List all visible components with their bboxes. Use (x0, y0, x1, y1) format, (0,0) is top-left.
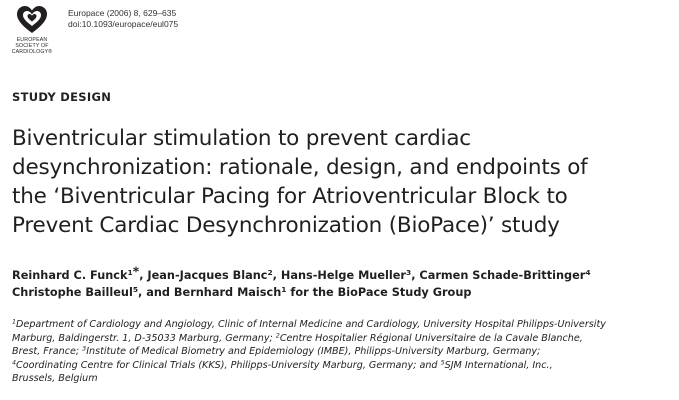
affiliation-text: Coordinating Centre for Clinical Trials (KKS), Philipps-University Marburg, Germany; and (16, 359, 441, 371)
affiliation-line (12, 332, 677, 346)
esc-logo (8, 5, 56, 55)
affiliation-text: Marburg, Baldingerstr. 1, D-35033 Marburg, Germany; (12, 332, 276, 344)
title-line: Biventricular stimulation to prevent cardiac (12, 126, 471, 151)
study-group: for the BioPace Study Group (286, 286, 472, 299)
corresponding-author-marker[interactable]: * (132, 263, 140, 279)
logo-line: EUROPEAN (16, 37, 48, 43)
affiliation-marker: 4 (12, 359, 17, 367)
affiliation-text: Centre Hospitalier Régional Universitaire de la Cavale Blanche, (279, 332, 583, 344)
affiliation-marker: 3 (82, 345, 87, 353)
affiliation-line (12, 345, 677, 359)
affiliation-line (12, 318, 677, 332)
affiliation-marker: 1 (12, 318, 17, 326)
article-title (12, 124, 677, 240)
author-list (12, 263, 677, 301)
author-name[interactable]: Reinhard C. Funck (12, 269, 128, 282)
author-name[interactable]: , Jean-Jacques Blanc (139, 269, 268, 282)
author-name[interactable]: , Hans-Helge Mueller (272, 269, 406, 282)
author-name[interactable]: Christophe Bailleul (12, 286, 133, 299)
journal-citation: Europace (2006) 8, 629–635 (68, 8, 177, 18)
affiliation-text: Institute of Medical Biometry and Epidemiology (IMBE), Philipps-University Marburg, Germany; (86, 346, 541, 358)
title-line: desynchronization: rationale, design, and endpoints of (12, 155, 588, 180)
logo-line: SOCIETY OF (15, 43, 49, 49)
heart-icon (16, 5, 48, 35)
logo-line: CARDIOLOGY® (11, 49, 53, 55)
affiliations (12, 318, 677, 386)
affiliation-text: Brest, France; (12, 346, 83, 358)
title-line: the ‘Biventricular Pacing for Atrioventricular Block to (12, 184, 568, 209)
author-name[interactable]: , and Bernhard Maisch (138, 286, 282, 299)
journal-info (68, 8, 178, 30)
logo-text (8, 37, 56, 55)
affiliation-marker: 2 (275, 332, 280, 340)
journal-doi[interactable]: doi:10.1093/europace/eul075 (68, 19, 179, 29)
affiliation-text: SJM International, Inc., (444, 359, 553, 371)
author-line (12, 263, 677, 284)
author-name[interactable]: , Carmen Schade-Brittinger (411, 269, 586, 282)
affiliation-marker: 5 (440, 359, 445, 367)
affiliation-line (12, 359, 677, 373)
title-line: Prevent Cardiac Desynchronization (BioPace)’ study (12, 213, 560, 238)
affiliation-marker: 1 (127, 267, 133, 277)
affiliation-text: Department of Cardiology and Angiology, Clinic of Internal Medicine and Cardiology, University Hospital Philipps-University (16, 319, 606, 330)
affiliation-marker: 4 (585, 267, 591, 277)
affiliation-line (12, 372, 677, 386)
section-label: STUDY DESIGN (12, 90, 112, 104)
affiliation-marker: 5 (132, 284, 139, 294)
author-line (12, 284, 677, 301)
affiliation-text: Brussels, Belgium (12, 373, 98, 385)
affiliation-marker: 3 (406, 267, 412, 277)
affiliation-marker: 2 (267, 267, 273, 277)
affiliation-marker: 1 (281, 284, 287, 294)
